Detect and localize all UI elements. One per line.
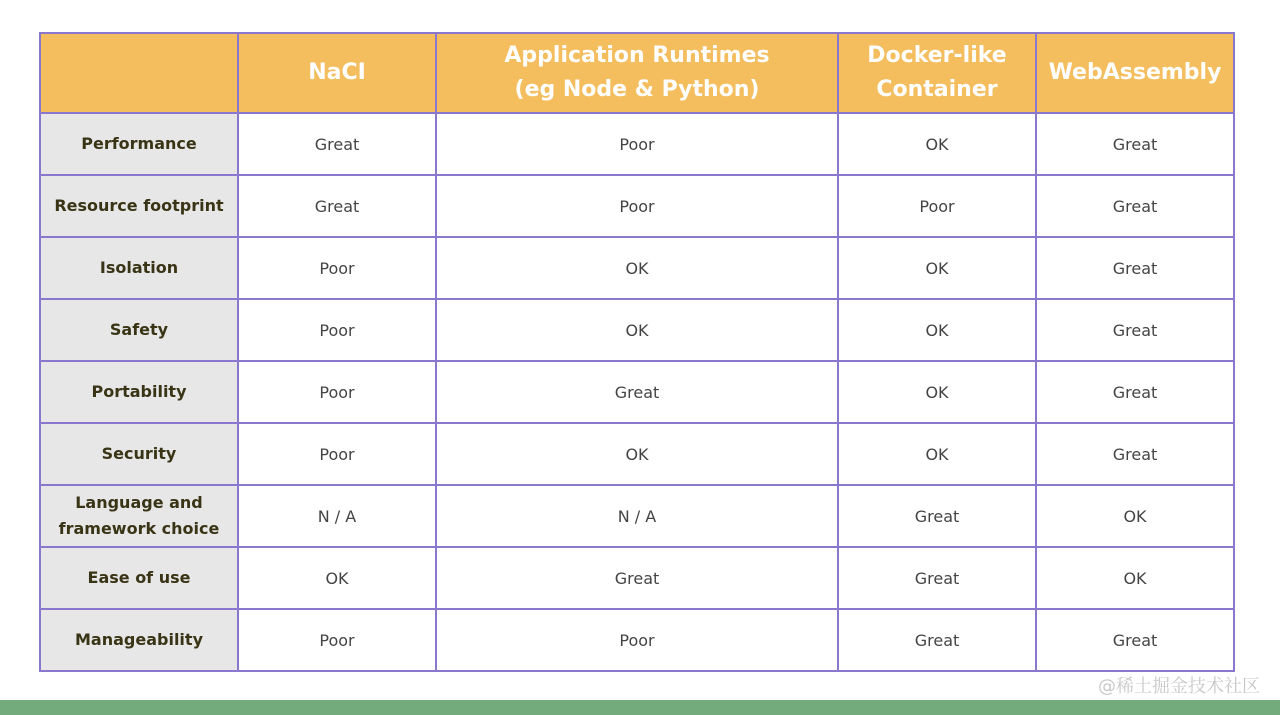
- table-cell: OK: [1036, 485, 1234, 547]
- table-cell: Poor: [238, 237, 436, 299]
- row-label: Ease of use: [40, 547, 238, 609]
- table-cell: Poor: [238, 423, 436, 485]
- table-cell: Great: [436, 361, 838, 423]
- table-cell: Poor: [436, 609, 838, 671]
- table-row: [40, 547, 1234, 609]
- table-row: [40, 423, 1234, 485]
- table-cell: N / A: [238, 485, 436, 547]
- table-cell: Great: [1036, 113, 1234, 175]
- table-cell: Great: [838, 547, 1036, 609]
- watermark: @稀土掘金技术社区: [1098, 676, 1260, 697]
- table-cell: OK: [436, 423, 838, 485]
- row-label: Safety: [40, 299, 238, 361]
- table-cell: Poor: [436, 113, 838, 175]
- table-cell: Great: [1036, 299, 1234, 361]
- table-cell: OK: [436, 237, 838, 299]
- table-cell: Poor: [436, 175, 838, 237]
- header-cell-naci: NaCI: [238, 33, 436, 113]
- bottom-accent-bar: [0, 700, 1280, 715]
- table-row: [40, 299, 1234, 361]
- table-cell: OK: [838, 113, 1036, 175]
- table-cell: OK: [1036, 547, 1234, 609]
- header-cell-corner: [40, 33, 238, 113]
- table-row: [40, 609, 1234, 671]
- table-cell: OK: [838, 361, 1036, 423]
- table-cell: Great: [838, 485, 1036, 547]
- row-label: Resource footprint: [40, 175, 238, 237]
- header-cell-webassembly: WebAssembly: [1036, 33, 1234, 113]
- table-cell: Great: [238, 113, 436, 175]
- table-row: [40, 113, 1234, 175]
- table-row: [40, 485, 1234, 547]
- table-cell: OK: [838, 237, 1036, 299]
- table-cell: OK: [838, 423, 1036, 485]
- table-row: [40, 175, 1234, 237]
- header-cell-docker-like-container: Docker-like Container: [838, 33, 1036, 113]
- row-label: Performance: [40, 113, 238, 175]
- table-cell: Poor: [238, 299, 436, 361]
- row-label: Isolation: [40, 237, 238, 299]
- table-cell: Great: [1036, 423, 1234, 485]
- row-label: Manageability: [40, 609, 238, 671]
- table-cell: OK: [838, 299, 1036, 361]
- row-label: Security: [40, 423, 238, 485]
- table-cell: Poor: [238, 609, 436, 671]
- table-cell: OK: [436, 299, 838, 361]
- table-row: [40, 361, 1234, 423]
- table-cell: Poor: [838, 175, 1036, 237]
- table-row: [40, 237, 1234, 299]
- table-cell: Poor: [238, 361, 436, 423]
- table-cell: Great: [436, 547, 838, 609]
- table-cell: Great: [1036, 609, 1234, 671]
- table-cell: OK: [238, 547, 436, 609]
- table-cell: Great: [1036, 175, 1234, 237]
- row-label: Portability: [40, 361, 238, 423]
- table-cell: Great: [238, 175, 436, 237]
- row-label: Language and framework choice: [40, 485, 238, 547]
- table-cell: Great: [838, 609, 1036, 671]
- header-row: [40, 33, 1234, 113]
- header-cell-application-runtimes: Application Runtimes (eg Node & Python): [436, 33, 838, 113]
- comparison-table: [39, 32, 1235, 672]
- table-cell: Great: [1036, 361, 1234, 423]
- table-cell: N / A: [436, 485, 838, 547]
- table-cell: Great: [1036, 237, 1234, 299]
